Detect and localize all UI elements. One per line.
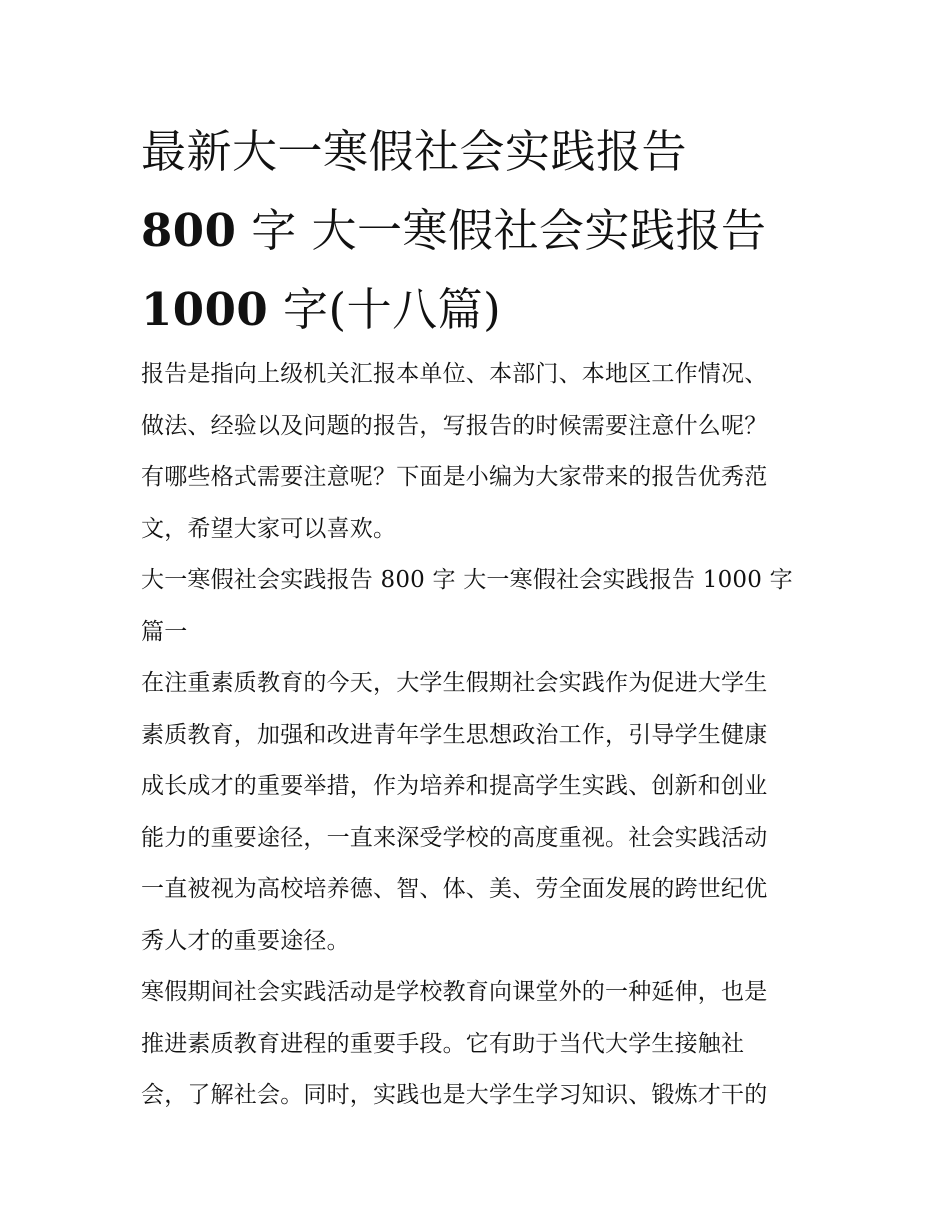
intro-paragraph — [141, 349, 813, 555]
text-line: 篇一 — [141, 618, 188, 645]
text-line: 寒假期间社会实践活动是学校教育向课堂外的一种延伸，也是 — [141, 979, 768, 1005]
title-text: 字 大一寒假社会实践报告 — [236, 204, 767, 257]
text-line: 会，了解社会。同时，实践也是大学生学习知识、锻炼才干的 — [141, 1082, 768, 1108]
text-line: 大一寒假社会实践报告 800 字 大一寒假社会实践报告 1000 字 — [141, 567, 793, 593]
document-title — [141, 112, 813, 349]
title-number: 800 — [141, 204, 237, 257]
text-line: 推进素质教育进程的重要手段。它有助于当代大学生接触社 — [141, 1030, 745, 1057]
title-line — [141, 112, 813, 191]
document-content — [141, 112, 813, 1122]
text-line: 报告是指向上级机关汇报本单位、本部门、本地区工作情况、 — [141, 361, 768, 387]
title-text: 最新大一寒假社会实践报告 — [141, 125, 688, 178]
title-number: 1000 — [141, 283, 269, 336]
body-paragraph — [141, 658, 813, 967]
text-line: 能力的重要途径，一直来深受学校的高度重视。社会实践活动 — [141, 824, 768, 851]
body-paragraph — [141, 967, 813, 1122]
text-line: 在注重素质教育的今天，大学生假期社会实践作为促进大学生 — [141, 670, 768, 696]
title-text: 字(十八篇) — [268, 283, 502, 336]
text-line: 秀人才的重要途径。 — [141, 927, 350, 954]
text-line: 文，希望大家可以喜欢。 — [141, 515, 397, 542]
title-line — [141, 270, 813, 349]
text-line: 做法、经验以及问题的报告，写报告的时候需要注意什么呢？ — [141, 412, 768, 439]
text-line: 素质教育，加强和改进青年学生思想政治工作，引导学生健康 — [141, 721, 768, 748]
text-line: 一直被视为高校培养德、智、体、美、劳全面发展的跨世纪优 — [141, 876, 768, 902]
text-line: 成长成才的重要举措，作为培养和提高学生实践、创新和创业 — [141, 773, 768, 799]
title-line — [141, 191, 813, 270]
section-heading — [141, 555, 813, 658]
text-line: 有哪些格式需要注意呢？下面是小编为大家带来的报告优秀范 — [141, 464, 768, 490]
